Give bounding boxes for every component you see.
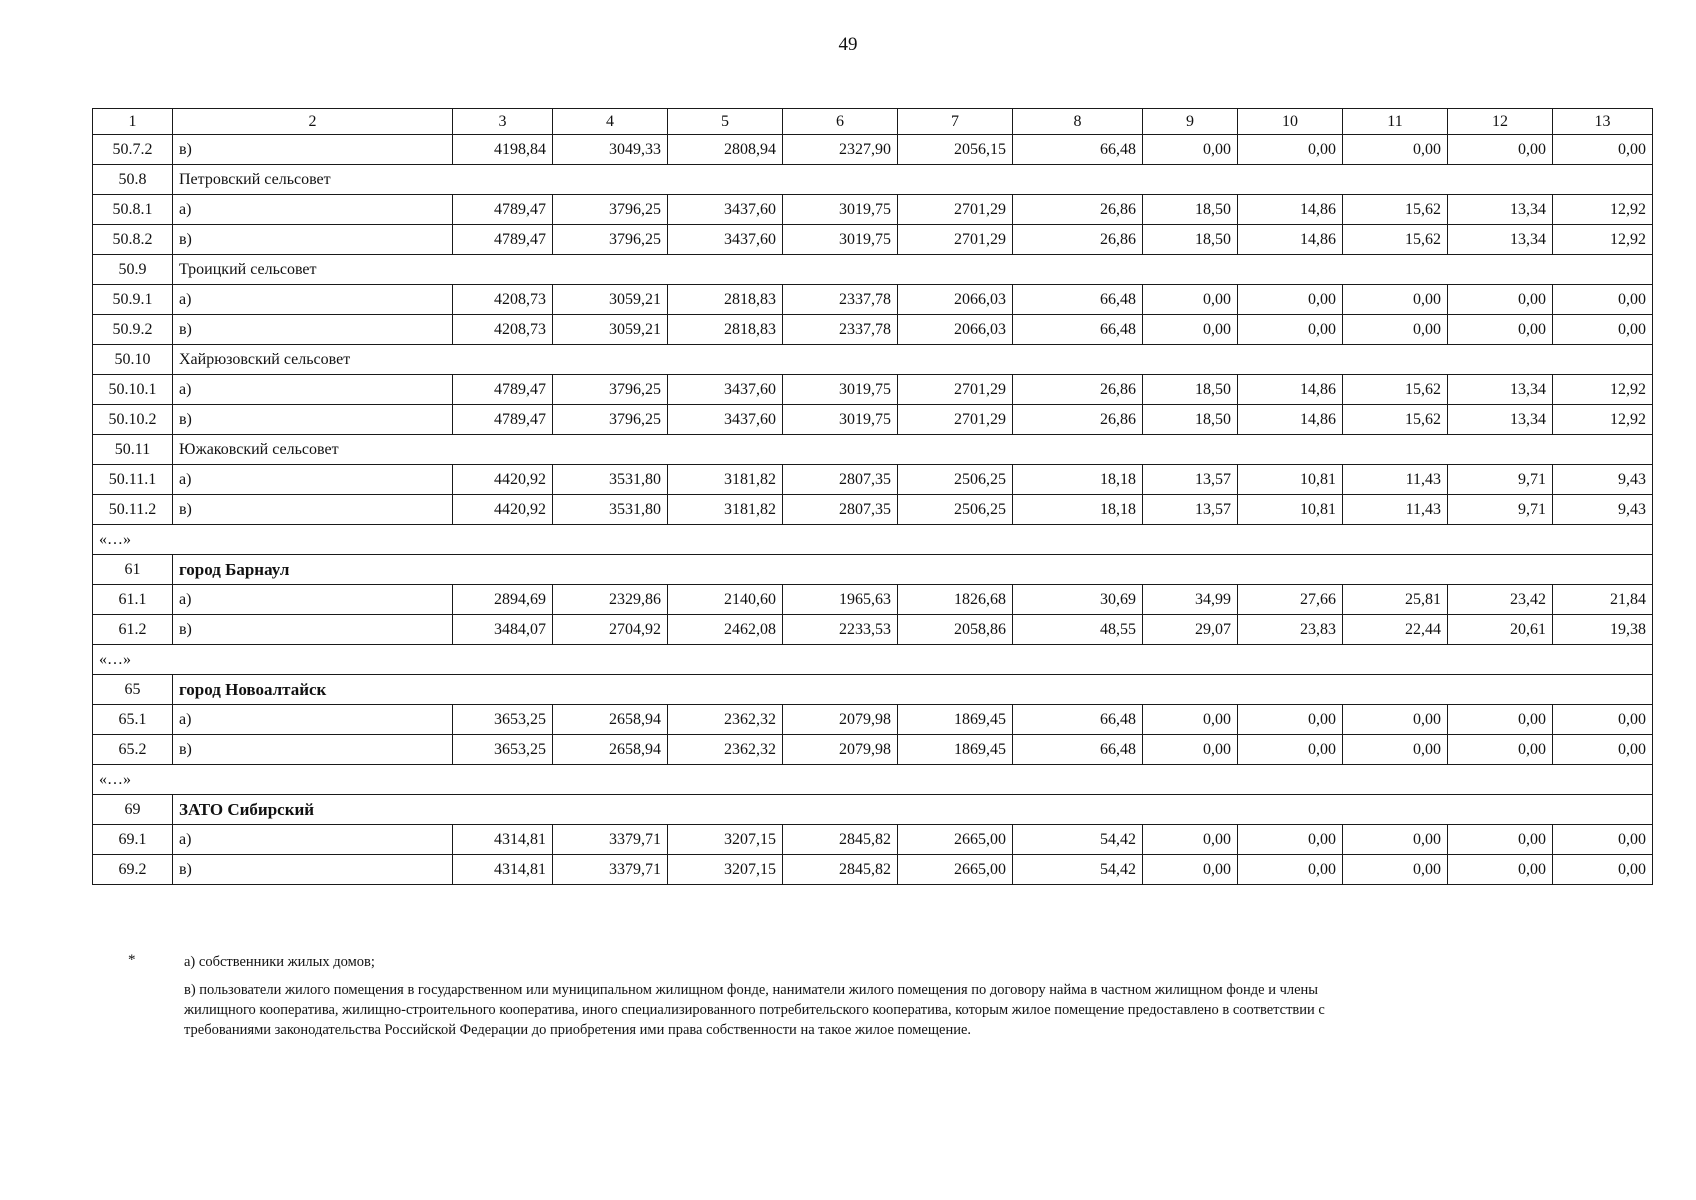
tariff-value: 4789,47 <box>453 225 553 255</box>
tariff-value: 3531,80 <box>553 465 668 495</box>
table-row <box>93 705 1653 735</box>
row-category: а) <box>173 375 453 405</box>
tariff-value: 4198,84 <box>453 135 553 165</box>
tariff-value: 1869,45 <box>898 705 1013 735</box>
tariff-value: 2066,03 <box>898 315 1013 345</box>
tariff-value: 4208,73 <box>453 285 553 315</box>
tariff-value: 2079,98 <box>783 705 898 735</box>
tariff-value: 3207,15 <box>668 855 783 885</box>
column-number: 13 <box>1553 109 1653 135</box>
tariff-value: 2807,35 <box>783 465 898 495</box>
column-number: 3 <box>453 109 553 135</box>
row-category: в) <box>173 495 453 525</box>
tariff-value: 0,00 <box>1238 825 1343 855</box>
omitted-rows-marker <box>93 765 1653 795</box>
section-code: 65 <box>93 675 173 705</box>
tariff-value: 0,00 <box>1238 285 1343 315</box>
tariff-value: 3019,75 <box>783 225 898 255</box>
row-code: 50.9.1 <box>93 285 173 315</box>
section-title: Петровский сельсовет <box>173 165 1653 195</box>
tariff-value: 0,00 <box>1343 705 1448 735</box>
section-title: ЗАТО Сибирский <box>173 795 1653 825</box>
tariff-value: 0,00 <box>1553 135 1653 165</box>
row-code: 50.10.2 <box>93 405 173 435</box>
column-number-row <box>93 109 1653 135</box>
tariff-value: 4789,47 <box>453 195 553 225</box>
tariff-value: 3437,60 <box>668 405 783 435</box>
row-code: 50.9.2 <box>93 315 173 345</box>
omitted-rows-marker <box>93 645 1653 675</box>
ellipsis-text: «…» <box>93 765 1653 795</box>
tariff-value: 3437,60 <box>668 375 783 405</box>
row-code: 50.10.1 <box>93 375 173 405</box>
tariff-value: 2808,94 <box>668 135 783 165</box>
tariff-value: 34,99 <box>1143 585 1238 615</box>
row-category: в) <box>173 315 453 345</box>
tariff-value: 4420,92 <box>453 465 553 495</box>
tariff-value: 3181,82 <box>668 495 783 525</box>
tariff-value: 15,62 <box>1343 225 1448 255</box>
tariff-value: 54,42 <box>1013 825 1143 855</box>
table-body <box>93 109 1653 885</box>
tariff-value: 23,42 <box>1448 585 1553 615</box>
tariff-value: 18,50 <box>1143 375 1238 405</box>
section-title: город Новоалтайск <box>173 675 1653 705</box>
tariff-value: 0,00 <box>1238 705 1343 735</box>
tariff-value: 9,43 <box>1553 465 1653 495</box>
table-row <box>93 855 1653 885</box>
tariff-value: 3049,33 <box>553 135 668 165</box>
tariff-value: 15,62 <box>1343 195 1448 225</box>
ellipsis-text: «…» <box>93 645 1653 675</box>
tariff-value: 3796,25 <box>553 375 668 405</box>
tariff-value: 66,48 <box>1013 135 1143 165</box>
tariff-value: 0,00 <box>1448 855 1553 885</box>
column-number: 1 <box>93 109 173 135</box>
tariff-value: 2362,32 <box>668 705 783 735</box>
footnote-marker: * <box>128 952 136 968</box>
table-row <box>93 225 1653 255</box>
tariff-value: 0,00 <box>1238 735 1343 765</box>
tariff-value: 14,86 <box>1238 195 1343 225</box>
tariff-value: 26,86 <box>1013 225 1143 255</box>
tariff-value: 12,92 <box>1553 375 1653 405</box>
column-number: 4 <box>553 109 668 135</box>
section-title: Троицкий сельсовет <box>173 255 1653 285</box>
tariff-value: 66,48 <box>1013 705 1143 735</box>
tariff-value: 18,50 <box>1143 225 1238 255</box>
tariff-value: 1869,45 <box>898 735 1013 765</box>
column-number: 2 <box>173 109 453 135</box>
tariff-value: 2506,25 <box>898 465 1013 495</box>
section-code: 50.8 <box>93 165 173 195</box>
tariff-value: 2337,78 <box>783 315 898 345</box>
tariff-value: 0,00 <box>1343 135 1448 165</box>
row-category: в) <box>173 855 453 885</box>
tariff-value: 18,18 <box>1013 465 1143 495</box>
tariff-value: 3653,25 <box>453 735 553 765</box>
tariff-value: 20,61 <box>1448 615 1553 645</box>
tariff-value: 4789,47 <box>453 405 553 435</box>
tariff-value: 3059,21 <box>553 285 668 315</box>
row-code: 50.11.1 <box>93 465 173 495</box>
tariff-value: 2701,29 <box>898 195 1013 225</box>
column-number: 7 <box>898 109 1013 135</box>
tariff-value: 3181,82 <box>668 465 783 495</box>
tariff-value: 27,66 <box>1238 585 1343 615</box>
table-row <box>93 825 1653 855</box>
tariff-value: 14,86 <box>1238 375 1343 405</box>
tariff-value: 4789,47 <box>453 375 553 405</box>
tariff-value: 0,00 <box>1448 705 1553 735</box>
row-code: 65.2 <box>93 735 173 765</box>
tariff-value: 23,83 <box>1238 615 1343 645</box>
tariff-value: 54,42 <box>1013 855 1143 885</box>
table-row <box>93 375 1653 405</box>
tariff-value: 18,18 <box>1013 495 1143 525</box>
footnote-b-line-2: жилищного кооператива, жилищно-строительного кооператива, иного специализированного потребительского кооператива, которым жилое помещение предоставлено в соответствии с <box>184 1002 1325 1018</box>
tariff-value: 2701,29 <box>898 225 1013 255</box>
tariff-value: 0,00 <box>1553 825 1653 855</box>
column-number: 10 <box>1238 109 1343 135</box>
tariff-value: 0,00 <box>1553 285 1653 315</box>
tariff-value: 0,00 <box>1343 735 1448 765</box>
row-code: 69.1 <box>93 825 173 855</box>
tariff-value: 0,00 <box>1448 135 1553 165</box>
tariff-value: 2658,94 <box>553 735 668 765</box>
tariff-value: 2140,60 <box>668 585 783 615</box>
tariff-value: 2233,53 <box>783 615 898 645</box>
tariff-value: 18,50 <box>1143 405 1238 435</box>
tariff-value: 13,34 <box>1448 375 1553 405</box>
tariff-value: 12,92 <box>1553 225 1653 255</box>
tariff-value: 3531,80 <box>553 495 668 525</box>
tariff-value: 15,62 <box>1343 375 1448 405</box>
tariff-value: 2845,82 <box>783 825 898 855</box>
tariff-value: 10,81 <box>1238 495 1343 525</box>
tariff-value: 0,00 <box>1143 825 1238 855</box>
tariff-value: 14,86 <box>1238 225 1343 255</box>
tariff-value: 9,71 <box>1448 495 1553 525</box>
table-row <box>93 735 1653 765</box>
section-code: 50.11 <box>93 435 173 465</box>
tariff-value: 66,48 <box>1013 285 1143 315</box>
section-title: Южаковский сельсовет <box>173 435 1653 465</box>
page-number: 49 <box>838 34 858 55</box>
column-number: 6 <box>783 109 898 135</box>
row-code: 50.7.2 <box>93 135 173 165</box>
tariff-value: 3484,07 <box>453 615 553 645</box>
tariff-value: 25,81 <box>1343 585 1448 615</box>
tariff-value: 12,92 <box>1553 405 1653 435</box>
column-number: 9 <box>1143 109 1238 135</box>
tariff-value: 0,00 <box>1448 315 1553 345</box>
tariff-value: 3019,75 <box>783 405 898 435</box>
row-category: в) <box>173 615 453 645</box>
tariff-value: 26,86 <box>1013 195 1143 225</box>
tariff-value: 26,86 <box>1013 405 1143 435</box>
row-code: 50.11.2 <box>93 495 173 525</box>
tariff-value: 2362,32 <box>668 735 783 765</box>
tariff-value: 0,00 <box>1343 855 1448 885</box>
tariff-value: 1965,63 <box>783 585 898 615</box>
tariff-value: 13,34 <box>1448 405 1553 435</box>
tariff-value: 2701,29 <box>898 375 1013 405</box>
tariff-value: 2704,92 <box>553 615 668 645</box>
tariff-value: 11,43 <box>1343 465 1448 495</box>
tariff-value: 0,00 <box>1553 855 1653 885</box>
tariff-value: 3653,25 <box>453 705 553 735</box>
table-row <box>93 285 1653 315</box>
footnote-a: а) собственники жилых домов; <box>184 954 375 970</box>
tariff-value: 2818,83 <box>668 315 783 345</box>
tariff-value: 2329,86 <box>553 585 668 615</box>
tariff-value: 3019,75 <box>783 375 898 405</box>
tariff-value: 29,07 <box>1143 615 1238 645</box>
section-code: 50.9 <box>93 255 173 285</box>
tariff-value: 15,62 <box>1343 405 1448 435</box>
tariff-value: 2894,69 <box>453 585 553 615</box>
tariff-table <box>92 108 1653 885</box>
tariff-value: 3019,75 <box>783 195 898 225</box>
tariff-value: 12,92 <box>1553 195 1653 225</box>
tariff-value: 21,84 <box>1553 585 1653 615</box>
section-code: 50.10 <box>93 345 173 375</box>
row-category: в) <box>173 735 453 765</box>
tariff-value: 14,86 <box>1238 405 1343 435</box>
row-code: 61.2 <box>93 615 173 645</box>
tariff-value: 0,00 <box>1143 285 1238 315</box>
tariff-value: 0,00 <box>1143 315 1238 345</box>
tariff-value: 48,55 <box>1013 615 1143 645</box>
section-title: Хайрюзовский сельсовет <box>173 345 1653 375</box>
tariff-value: 0,00 <box>1553 735 1653 765</box>
section-code: 69 <box>93 795 173 825</box>
tariff-value: 0,00 <box>1343 825 1448 855</box>
tariff-value: 2066,03 <box>898 285 1013 315</box>
tariff-value: 2845,82 <box>783 855 898 885</box>
omitted-rows-marker <box>93 525 1653 555</box>
row-code: 61.1 <box>93 585 173 615</box>
row-category: а) <box>173 465 453 495</box>
tariff-value: 0,00 <box>1553 705 1653 735</box>
table-row <box>93 315 1653 345</box>
tariff-value: 0,00 <box>1143 735 1238 765</box>
tariff-value: 0,00 <box>1343 285 1448 315</box>
tariff-value: 2665,00 <box>898 825 1013 855</box>
ellipsis-text: «…» <box>93 525 1653 555</box>
tariff-value: 2701,29 <box>898 405 1013 435</box>
section-row <box>93 795 1653 825</box>
tariff-value: 3207,15 <box>668 825 783 855</box>
tariff-value: 4314,81 <box>453 855 553 885</box>
footnote-b-line-1: в) пользователи жилого помещения в государственном или муниципальном жилищном фонде, наниматели жилого помещения по договору найма в частном жилищном фонде и члены <box>184 982 1319 998</box>
tariff-value: 3796,25 <box>553 195 668 225</box>
tariff-value: 0,00 <box>1448 735 1553 765</box>
tariff-value: 3059,21 <box>553 315 668 345</box>
row-code: 50.8.2 <box>93 225 173 255</box>
row-category: а) <box>173 825 453 855</box>
tariff-value: 0,00 <box>1143 855 1238 885</box>
tariff-value: 2462,08 <box>668 615 783 645</box>
row-category: а) <box>173 585 453 615</box>
tariff-value: 13,34 <box>1448 225 1553 255</box>
tariff-value: 9,43 <box>1553 495 1653 525</box>
table-row <box>93 495 1653 525</box>
row-category: а) <box>173 285 453 315</box>
tariff-value: 13,57 <box>1143 495 1238 525</box>
section-row <box>93 165 1653 195</box>
tariff-value: 30,69 <box>1013 585 1143 615</box>
tariff-value: 2337,78 <box>783 285 898 315</box>
tariff-value: 0,00 <box>1143 705 1238 735</box>
section-title: город Барнаул <box>173 555 1653 585</box>
table-row <box>93 405 1653 435</box>
section-row <box>93 675 1653 705</box>
tariff-value: 2665,00 <box>898 855 1013 885</box>
table-row <box>93 195 1653 225</box>
tariff-value: 13,57 <box>1143 465 1238 495</box>
tariff-value: 66,48 <box>1013 315 1143 345</box>
section-row <box>93 435 1653 465</box>
tariff-value: 9,71 <box>1448 465 1553 495</box>
table-row <box>93 585 1653 615</box>
table-row <box>93 135 1653 165</box>
tariff-value: 13,34 <box>1448 195 1553 225</box>
tariff-value: 3437,60 <box>668 225 783 255</box>
tariff-value: 3796,25 <box>553 405 668 435</box>
tariff-value: 2327,90 <box>783 135 898 165</box>
tariff-value: 66,48 <box>1013 735 1143 765</box>
table-row <box>93 615 1653 645</box>
tariff-value: 4314,81 <box>453 825 553 855</box>
tariff-value: 2818,83 <box>668 285 783 315</box>
tariff-value: 2079,98 <box>783 735 898 765</box>
tariff-value: 18,50 <box>1143 195 1238 225</box>
tariff-value: 4420,92 <box>453 495 553 525</box>
tariff-value: 3379,71 <box>553 855 668 885</box>
row-category: а) <box>173 705 453 735</box>
tariff-value: 2658,94 <box>553 705 668 735</box>
tariff-value: 3796,25 <box>553 225 668 255</box>
tariff-value: 2056,15 <box>898 135 1013 165</box>
tariff-value: 10,81 <box>1238 465 1343 495</box>
tariff-value: 2506,25 <box>898 495 1013 525</box>
tariff-value: 0,00 <box>1238 855 1343 885</box>
tariff-value: 26,86 <box>1013 375 1143 405</box>
row-code: 50.8.1 <box>93 195 173 225</box>
row-category: а) <box>173 195 453 225</box>
tariff-value: 3379,71 <box>553 825 668 855</box>
tariff-value: 0,00 <box>1238 315 1343 345</box>
tariff-value: 11,43 <box>1343 495 1448 525</box>
column-number: 5 <box>668 109 783 135</box>
section-code: 61 <box>93 555 173 585</box>
tariff-value: 0,00 <box>1448 285 1553 315</box>
section-row <box>93 345 1653 375</box>
tariff-value: 4208,73 <box>453 315 553 345</box>
row-category: в) <box>173 225 453 255</box>
tariff-value: 0,00 <box>1448 825 1553 855</box>
row-category: в) <box>173 405 453 435</box>
row-code: 65.1 <box>93 705 173 735</box>
tariff-value: 22,44 <box>1343 615 1448 645</box>
tariff-value: 3437,60 <box>668 195 783 225</box>
section-row <box>93 255 1653 285</box>
section-row <box>93 555 1653 585</box>
tariff-value: 2058,86 <box>898 615 1013 645</box>
row-category: в) <box>173 135 453 165</box>
row-code: 69.2 <box>93 855 173 885</box>
tariff-value: 0,00 <box>1343 315 1448 345</box>
footnote-b-line-3: требованиями законодательства Российской Федерации до приобретения ими права собственности на такое жилое помещение. <box>184 1022 972 1038</box>
tariff-value: 2807,35 <box>783 495 898 525</box>
tariff-value: 19,38 <box>1553 615 1653 645</box>
column-number: 12 <box>1448 109 1553 135</box>
table-row <box>93 465 1653 495</box>
tariff-value: 1826,68 <box>898 585 1013 615</box>
tariff-value: 0,00 <box>1553 315 1653 345</box>
column-number: 11 <box>1343 109 1448 135</box>
tariff-value: 0,00 <box>1143 135 1238 165</box>
tariff-value: 0,00 <box>1238 135 1343 165</box>
column-number: 8 <box>1013 109 1143 135</box>
